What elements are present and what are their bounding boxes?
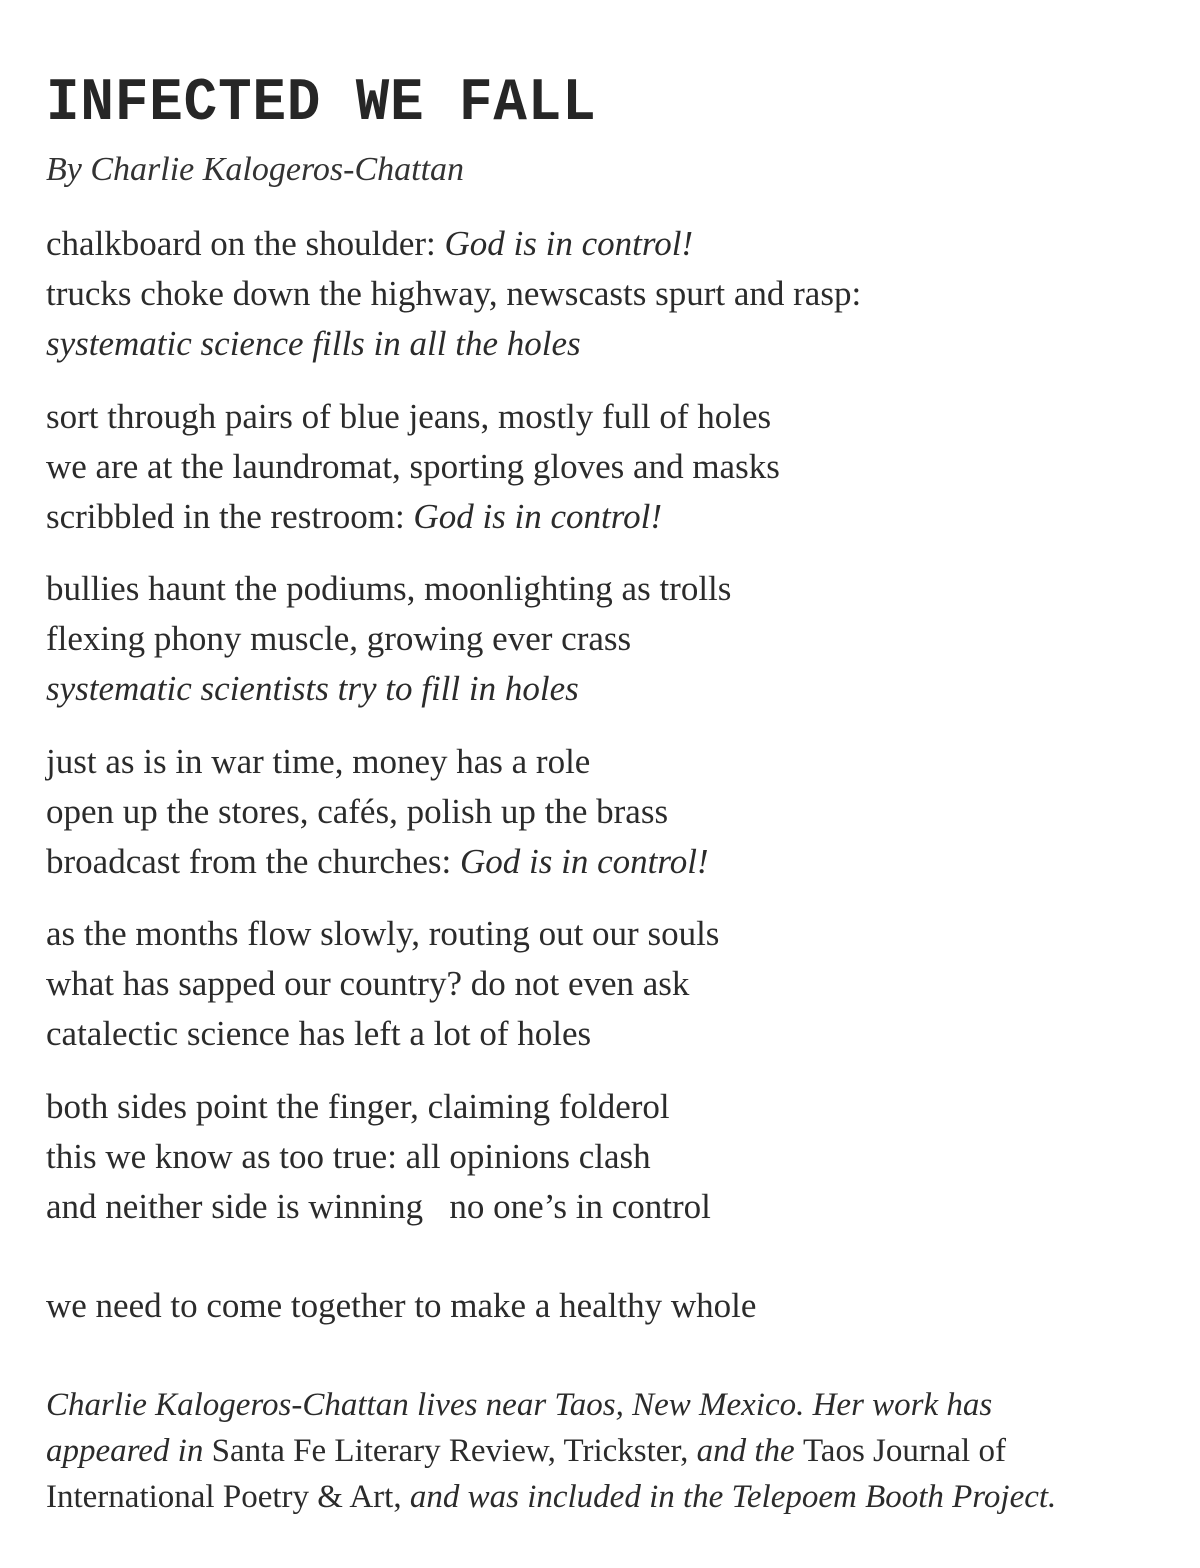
poem-line: this we know as too true: all opinions clash (46, 1137, 651, 1176)
poem-line: we need to come together to make a healthy whole (46, 1286, 757, 1325)
poem-line: systematic scientists try to fill in holes (46, 669, 579, 708)
poem-line: bullies haunt the podiums, moonlighting as trolls (46, 569, 732, 608)
poem-title: INFECTED WE FALL (46, 70, 597, 138)
bio-line-3: International Poetry & Art, and was included in the Telepoem Booth Project. (46, 1479, 1057, 1515)
poem-line: systematic science fills in all the holes (46, 324, 581, 363)
poem-line: chalkboard on the shoulder: God is in control! (46, 224, 694, 263)
poem-byline: By Charlie Kalogeros-Chattan (46, 151, 465, 188)
publication-name: Santa Fe Literary Review, Trickster, (211, 1433, 689, 1469)
poem-line: catalectic science has left a lot of holes (46, 1014, 592, 1053)
poem-line: sort through pairs of blue jeans, mostly full of holes (46, 397, 772, 436)
stanza-2 (46, 392, 780, 542)
poem-line: we are at the laundromat, sporting gloves and masks (46, 447, 780, 486)
poem-line: just as is in war time, money has a role (46, 742, 591, 781)
poem-line: and neither side is winning no one’s in control (46, 1187, 711, 1226)
poem-line: flexing phony muscle, growing ever crass (46, 619, 632, 658)
stanza-4 (46, 737, 709, 887)
publication-name: Taos Journal of (802, 1433, 1006, 1469)
stanza-3 (46, 564, 731, 714)
poem-line: scribbled in the restroom: God is in control! (46, 497, 662, 536)
bio-line-2: appeared in Santa Fe Literary Review, Trickster, and the Taos Journal of (46, 1433, 1006, 1469)
stanza-6 (46, 1082, 711, 1232)
poem-line: what has sapped our country? do not even ask (46, 964, 690, 1003)
poem-line: broadcast from the churches: God is in control! (46, 842, 709, 881)
author-bio (46, 1382, 1186, 1520)
bio-line-1: Charlie Kalogeros-Chattan lives near Taos, New Mexico. Her work has (46, 1387, 993, 1423)
poem-line: trucks choke down the highway, newscasts spurt and rasp: (46, 274, 862, 313)
stanza-closing (46, 1281, 756, 1331)
stanza-1 (46, 219, 861, 369)
publication-name: International Poetry & Art, (46, 1479, 402, 1515)
poem-line: both sides point the finger, claiming folderol (46, 1087, 670, 1126)
poem-line: as the months flow slowly, routing out our souls (46, 914, 720, 953)
poem-line: open up the stores, cafés, polish up the brass (46, 792, 669, 831)
stanza-5 (46, 909, 719, 1059)
